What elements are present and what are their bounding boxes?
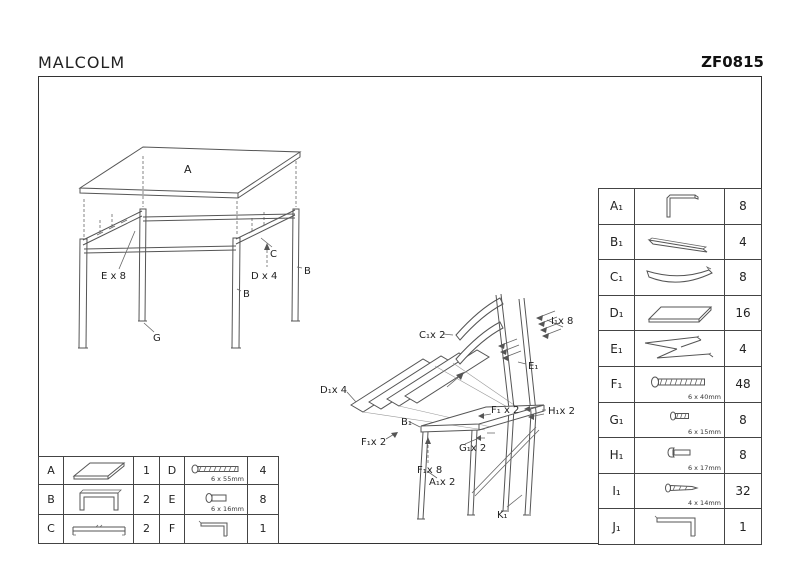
flat-slat-icon (635, 295, 725, 331)
chair-exploded-diagram (320, 294, 575, 521)
part-qty: 4 (248, 457, 279, 485)
table-row (39, 485, 279, 514)
diagram-frame (38, 76, 762, 544)
table-row (599, 260, 762, 296)
chair-label-h1: H₁x 2 (548, 406, 575, 417)
table-row (599, 438, 762, 474)
table-label-a: A (184, 163, 192, 176)
part-qty: 8 (725, 260, 762, 296)
table-row (599, 366, 762, 402)
table-label-c: C (270, 249, 277, 260)
table-row (599, 509, 762, 545)
part-qty: 2 (134, 514, 160, 543)
table-row (39, 457, 279, 485)
part-qty: 8 (725, 189, 762, 225)
crossbar-icon (64, 514, 134, 543)
part-label: C₁ (599, 260, 635, 296)
part-label: D (160, 457, 185, 485)
table-end-frame-icon (64, 485, 134, 514)
part-label: B (39, 485, 64, 514)
screw-size: 6 x 55mm (210, 475, 244, 484)
part-qty: 4 (725, 224, 762, 260)
tabletop-icon (64, 457, 134, 485)
allen-key-icon (635, 509, 725, 545)
chair-label-f1-left: F₁x 2 (361, 437, 387, 448)
chair-label-k1: K₁ (497, 510, 508, 521)
part-label: G₁ (599, 402, 635, 438)
chair-label-a1: A₁x 2 (429, 477, 456, 488)
chair-label-d1: D₁x 4 (320, 385, 348, 396)
screw-size: 6 x 40mm (687, 392, 721, 401)
product-name: MALCOLM (38, 53, 126, 72)
table-row (599, 189, 762, 225)
chair-label-b1: B₁ (401, 417, 412, 428)
parts-table-left (38, 456, 279, 544)
bolt-icon (185, 485, 248, 514)
table-row (599, 402, 762, 438)
part-label: F₁ (599, 366, 635, 402)
part-label: A₁ (599, 189, 635, 225)
part-qty: 1 (725, 509, 762, 545)
part-label: A (39, 457, 64, 485)
curved-slat-icon (635, 260, 725, 296)
part-qty: 8 (725, 438, 762, 474)
part-qty: 1 (134, 457, 160, 485)
table-row (599, 295, 762, 331)
part-label: C (39, 514, 64, 543)
screw-size: 6 x 16mm (210, 504, 244, 513)
part-qty: 8 (248, 485, 279, 514)
table-row (39, 514, 279, 543)
table-label-b-right: B (304, 266, 311, 277)
table-label-d: D x 4 (251, 271, 278, 282)
screw-size: 4 x 14mm (687, 499, 721, 508)
side-frame-icon (635, 331, 725, 367)
part-qty: 2 (134, 485, 160, 514)
part-label: B₁ (599, 224, 635, 260)
screw-tapered-icon (635, 473, 725, 509)
part-label: E₁ (599, 331, 635, 367)
corner-bracket-icon (635, 189, 725, 225)
part-qty: 48 (725, 366, 762, 402)
allen-key-icon (185, 514, 248, 543)
slat-icon (635, 224, 725, 260)
part-qty: 1 (248, 514, 279, 543)
chair-label-f1-bottom: F₁x 8 (417, 465, 443, 476)
table-label-e: E x 8 (101, 271, 126, 282)
chair-label-e1: E₁ (528, 361, 539, 372)
table-row (599, 473, 762, 509)
part-label: D₁ (599, 295, 635, 331)
parts-table-right (598, 188, 762, 545)
screw-long-icon (635, 366, 725, 402)
chair-label-c1: C₁x 2 (419, 330, 446, 341)
part-label: H₁ (599, 438, 635, 474)
part-label: J₁ (599, 509, 635, 545)
table-row (599, 331, 762, 367)
screw-size: 6 x 15mm (687, 428, 721, 437)
table-exploded-diagram (78, 147, 311, 348)
chair-label-g1: G₁x 2 (459, 443, 487, 454)
model-number: ZF0815 (701, 53, 764, 71)
screw-size: 6 x 17mm (687, 463, 721, 472)
table-row (599, 224, 762, 260)
part-label: F (160, 514, 185, 543)
bolt-icon (635, 438, 725, 474)
part-qty: 16 (725, 295, 762, 331)
chair-label-i1: I₁x 8 (551, 316, 574, 327)
chair-label-f1-right: F₁ x 2 (491, 405, 520, 416)
part-qty: 4 (725, 331, 762, 367)
long-screw-icon (185, 457, 248, 485)
table-label-g: G (153, 333, 161, 344)
part-qty: 8 (725, 402, 762, 438)
table-label-b-mid: B (243, 289, 250, 300)
screw-small-icon (635, 402, 725, 438)
part-qty: 32 (725, 473, 762, 509)
part-label: E (160, 485, 185, 514)
part-label: I₁ (599, 473, 635, 509)
